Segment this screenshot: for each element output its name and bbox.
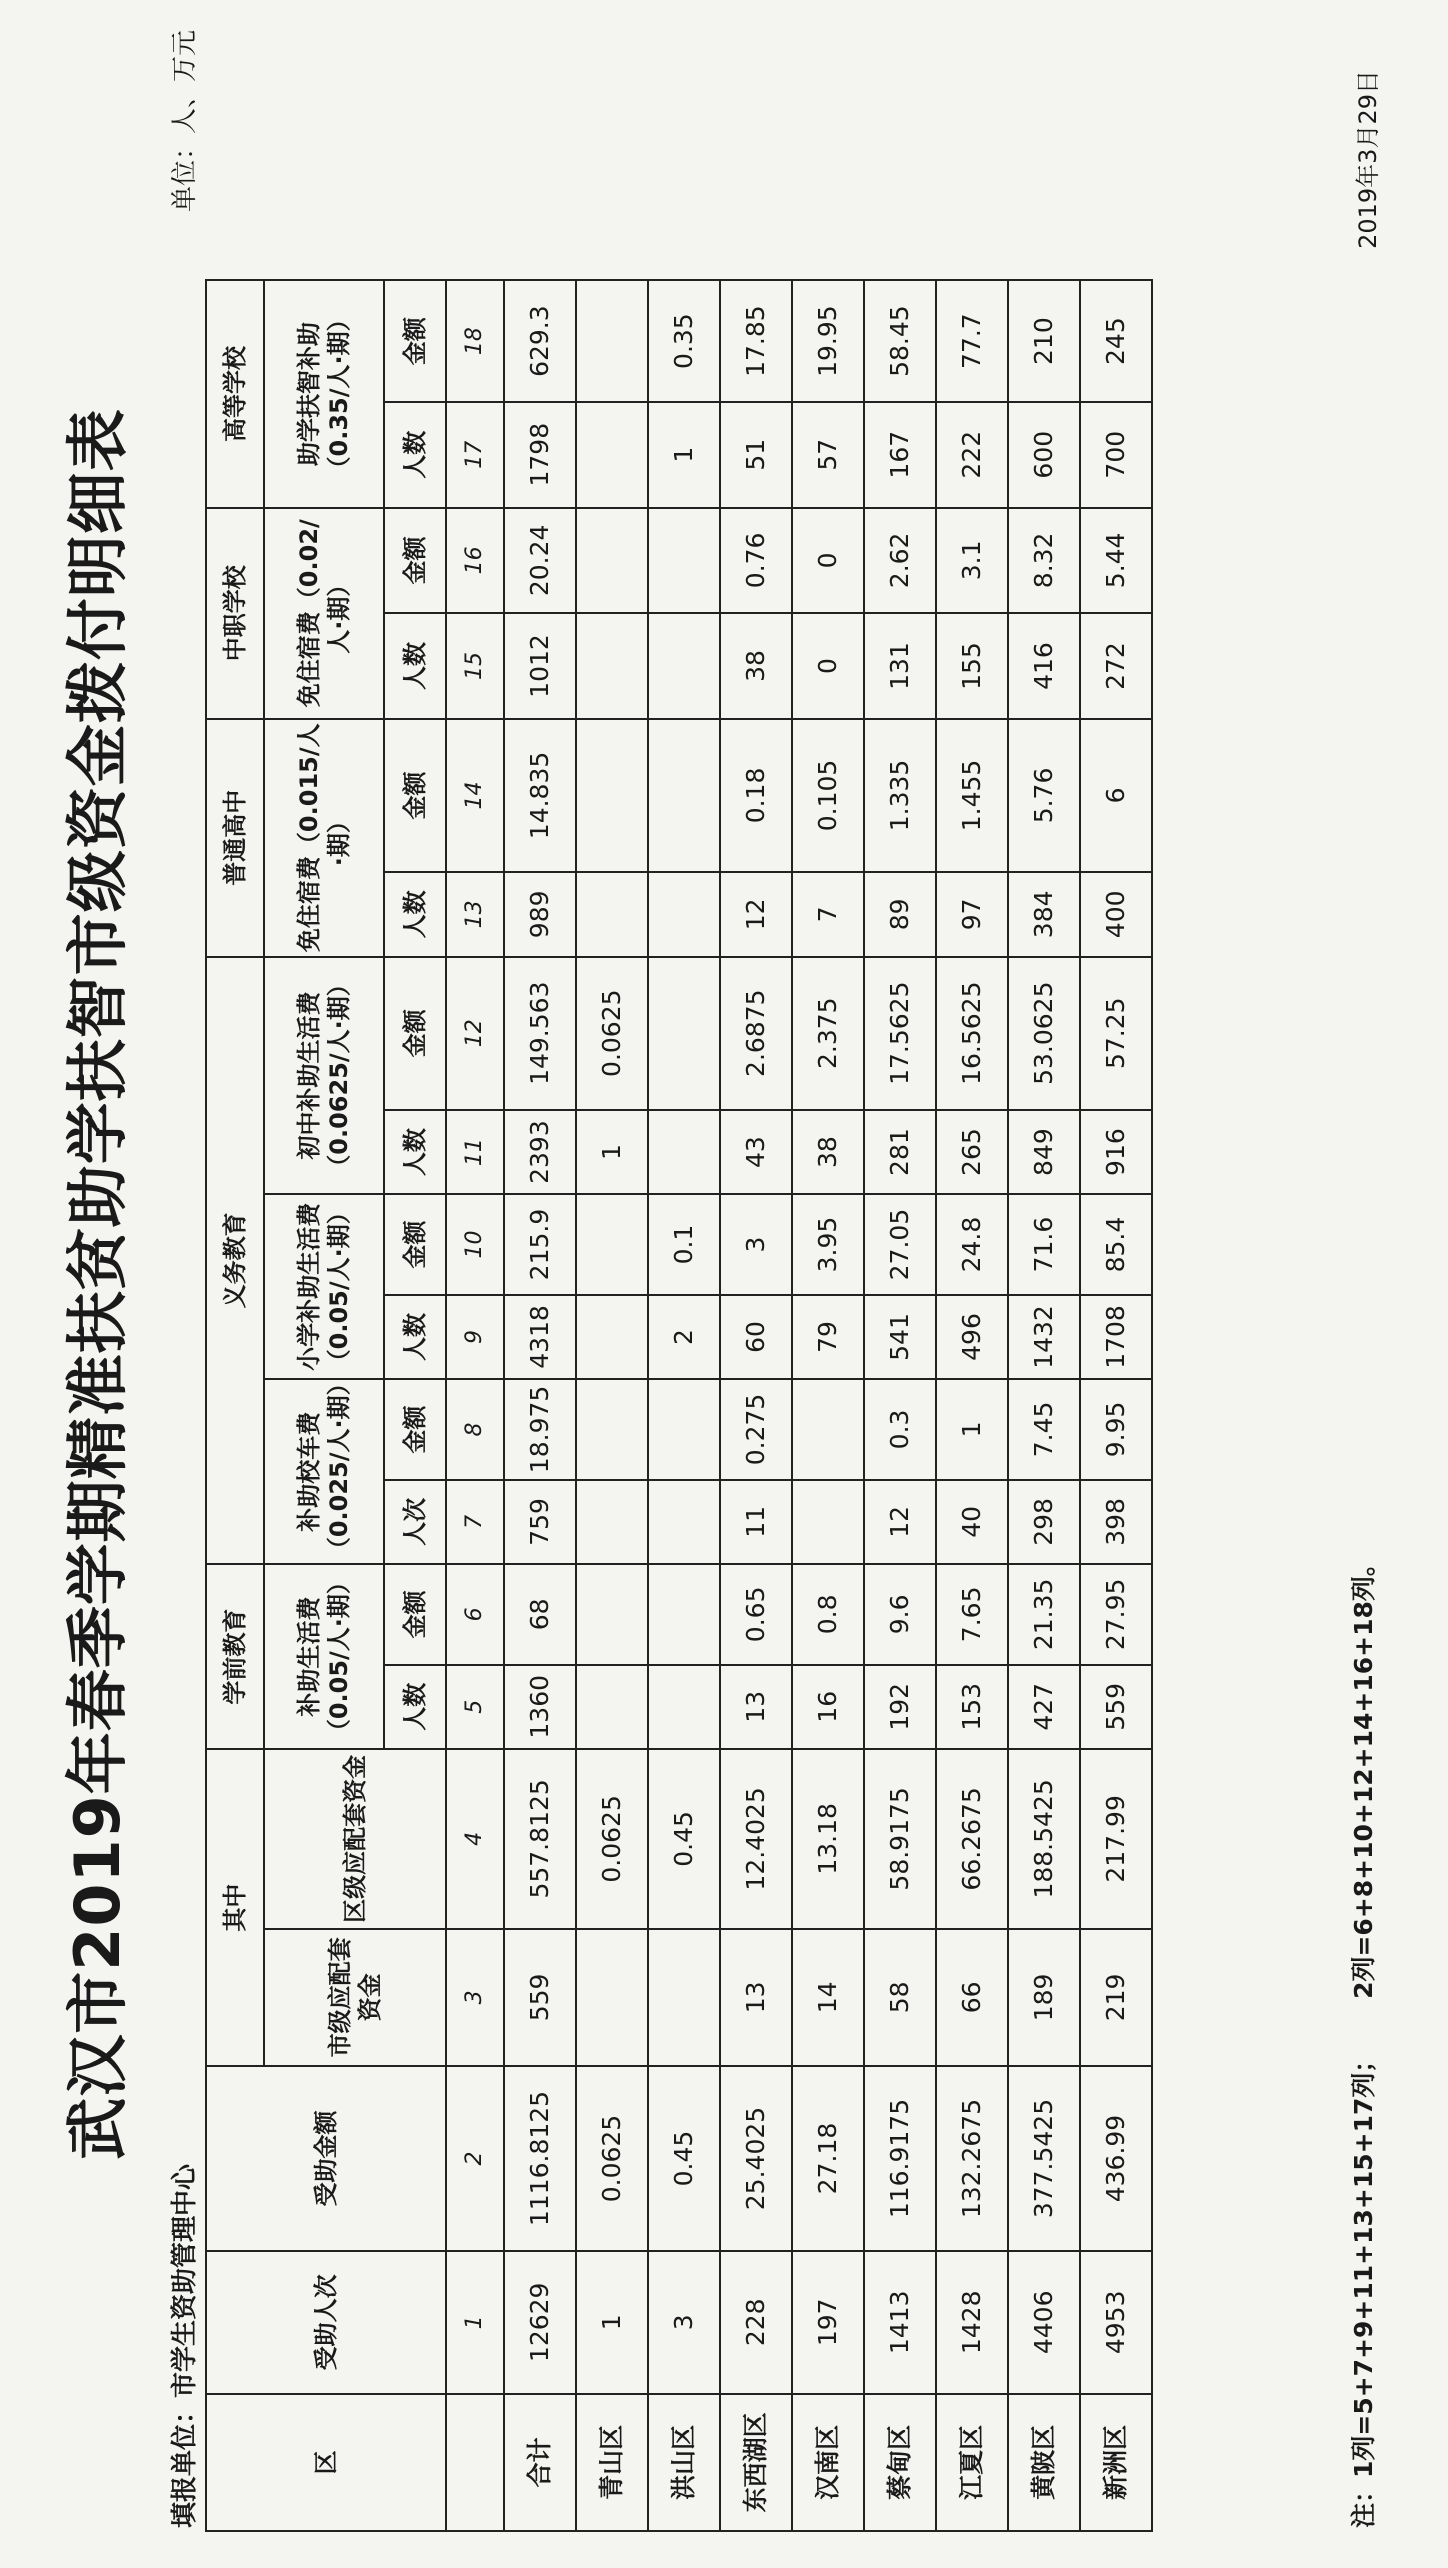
value-cell-c7: 12	[864, 1480, 936, 1565]
value-cell-c17: 167	[864, 402, 936, 508]
value-cell-c14	[576, 719, 648, 872]
value-cell-c10: 3.95	[792, 1194, 864, 1294]
header-money: 金额	[384, 957, 446, 1110]
index-cell	[446, 2394, 504, 2531]
index-cell: 3	[446, 1929, 504, 2066]
index-cell: 8	[446, 1379, 504, 1479]
index-cell: 18	[446, 280, 504, 402]
header-money: 金额	[384, 719, 446, 872]
value-cell-c8: 9.95	[1080, 1379, 1152, 1479]
value-cell-c14: 5.76	[1008, 719, 1080, 872]
index-cell: 5	[446, 1665, 504, 1750]
value-cell-c18: 17.85	[720, 280, 792, 402]
value-cell-c3: 189	[1008, 1929, 1080, 2066]
table-row	[504, 53, 576, 2531]
value-cell-c7	[648, 1480, 720, 1565]
table-row	[864, 53, 936, 2531]
value-cell-c4: 217.99	[1080, 1749, 1152, 1929]
header-voc-dorm: 免住宿费（0.02/人·期）	[264, 508, 384, 719]
value-cell-c17: 1798	[504, 402, 576, 508]
unit-label: 单位：人、万元	[170, 30, 200, 213]
district-cell: 新洲区	[1080, 2394, 1152, 2531]
value-cell-c12: 17.5625	[864, 957, 936, 1110]
value-cell-c1: 3	[648, 2251, 720, 2394]
value-cell-c16: 20.24	[504, 508, 576, 614]
header-people: 人数	[384, 1110, 446, 1195]
header-amount: 受助金额	[206, 2066, 446, 2251]
reporting-unit: 填报单位：市学生资助管理中心	[170, 2163, 200, 2528]
value-cell-c5: 153	[936, 1665, 1008, 1750]
value-cell-c17: 51	[720, 402, 792, 508]
value-cell-c12: 2.6875	[720, 957, 792, 1110]
table-row	[576, 53, 648, 2531]
value-cell-c13: 384	[1008, 872, 1080, 957]
value-cell-c14: 6	[1080, 719, 1152, 872]
header-people: 人数	[384, 1665, 446, 1750]
value-cell-c1: 4406	[1008, 2251, 1080, 2394]
index-cell: 17	[446, 402, 504, 508]
value-cell-c14: 1.455	[936, 719, 1008, 872]
value-cell-c7: 759	[504, 1480, 576, 1565]
value-cell-c2: 132.2675	[936, 2066, 1008, 2251]
value-cell-c2: 436.99	[1080, 2066, 1152, 2251]
value-cell-c9: 79	[792, 1295, 864, 1380]
value-cell-c16: 8.32	[1008, 508, 1080, 614]
header-bus: 补助校车费（0.025/人·期）	[264, 1379, 384, 1564]
header-money: 金额	[384, 1194, 446, 1294]
value-cell-c11: 281	[864, 1110, 936, 1195]
value-cell-c8: 18.975	[504, 1379, 576, 1479]
index-cell: 2	[446, 2066, 504, 2251]
value-cell-c9: 541	[864, 1295, 936, 1380]
footnote-part-2: 2列=6+8+10+12+14+16+18列。	[1349, 1551, 1378, 1999]
value-cell-c16: 5.44	[1080, 508, 1152, 614]
value-cell-c6: 68	[504, 1564, 576, 1664]
value-cell-c9: 60	[720, 1295, 792, 1380]
value-cell-c12: 16.5625	[936, 957, 1008, 1110]
value-cell-c5	[648, 1665, 720, 1750]
value-cell-c9: 1432	[1008, 1295, 1080, 1380]
header-money: 金额	[384, 1564, 446, 1664]
value-cell-c5: 192	[864, 1665, 936, 1750]
value-cell-c6: 0.8	[792, 1564, 864, 1664]
value-cell-c2: 0.0625	[576, 2066, 648, 2251]
value-cell-c17: 222	[936, 402, 1008, 508]
value-cell-c8	[576, 1379, 648, 1479]
header-preschool: 学前教育	[206, 1564, 264, 1749]
value-cell-c16: 0	[792, 508, 864, 614]
value-cell-c18: 245	[1080, 280, 1152, 402]
footnote-part-1: 注：1列=5+7+9+11+13+15+17列；	[1349, 2047, 1378, 2528]
value-cell-c13: 97	[936, 872, 1008, 957]
district-cell: 东西湖区	[720, 2394, 792, 2531]
header-money: 金额	[384, 508, 446, 614]
table-row	[936, 53, 1008, 2531]
value-cell-c4: 188.5425	[1008, 1749, 1080, 1929]
value-cell-c11: 43	[720, 1110, 792, 1195]
footnote	[1344, 1511, 1380, 2528]
value-cell-c3: 13	[720, 1929, 792, 2066]
header-city-fund: 市级应配套资金	[264, 1929, 446, 2066]
value-cell-c1: 228	[720, 2251, 792, 2394]
value-cell-c10: 215.9	[504, 1194, 576, 1294]
value-cell-c15	[648, 613, 720, 719]
value-cell-c1: 4953	[1080, 2251, 1152, 2394]
value-cell-c4: 66.2675	[936, 1749, 1008, 1929]
value-cell-c13: 7	[792, 872, 864, 957]
value-cell-c8	[792, 1379, 864, 1479]
value-cell-c8	[648, 1379, 720, 1479]
value-cell-c18: 58.45	[864, 280, 936, 402]
value-cell-c6: 0.65	[720, 1564, 792, 1664]
header-people: 人数	[384, 613, 446, 719]
index-cell: 12	[446, 957, 504, 1110]
value-cell-c2: 1116.8125	[504, 2066, 576, 2251]
table-row	[1080, 53, 1152, 2531]
value-cell-c5: 13	[720, 1665, 792, 1750]
value-cell-c8: 0.275	[720, 1379, 792, 1479]
district-cell: 洪山区	[648, 2394, 720, 2531]
value-cell-c18: 210	[1008, 280, 1080, 402]
value-cell-c6: 9.6	[864, 1564, 936, 1664]
value-cell-c11: 38	[792, 1110, 864, 1195]
header-district: 区	[206, 2394, 446, 2531]
value-cell-c14: 14.835	[504, 719, 576, 872]
header-college-sub: 助学扶智补助（0.35/人·期）	[264, 280, 384, 507]
value-cell-c4: 557.8125	[504, 1749, 576, 1929]
value-cell-c13: 989	[504, 872, 576, 957]
funding-table	[205, 52, 1153, 2532]
header-people: 人数	[384, 402, 446, 508]
header-of-which: 其中	[206, 1749, 264, 2066]
value-cell-c6	[648, 1564, 720, 1664]
value-cell-c7	[576, 1480, 648, 1565]
value-cell-c13: 400	[1080, 872, 1152, 957]
value-cell-c5	[576, 1665, 648, 1750]
value-cell-c11: 1	[576, 1110, 648, 1195]
value-cell-c14: 0.105	[792, 719, 864, 872]
value-cell-c7: 298	[1008, 1480, 1080, 1565]
header-hs-dorm: 免住宿费（0.015/人·期）	[264, 719, 384, 957]
value-cell-c5: 16	[792, 1665, 864, 1750]
value-cell-c15: 38	[720, 613, 792, 719]
value-cell-c9: 1708	[1080, 1295, 1152, 1380]
index-cell: 6	[446, 1564, 504, 1664]
header-people: 人数	[384, 872, 446, 957]
value-cell-c11: 849	[1008, 1110, 1080, 1195]
value-cell-c11	[648, 1110, 720, 1195]
value-cell-c4: 0.0625	[576, 1749, 648, 1929]
header-district-fund: 区级应配套资金	[264, 1749, 446, 1929]
value-cell-c4: 12.4025	[720, 1749, 792, 1929]
index-cell: 1	[446, 2251, 504, 2394]
header-money: 金额	[384, 280, 446, 402]
value-cell-c8: 7.45	[1008, 1379, 1080, 1479]
index-cell: 9	[446, 1295, 504, 1380]
value-cell-c1: 1	[576, 2251, 648, 2394]
header-count: 受助人次	[206, 2251, 446, 2394]
value-cell-c12: 53.0625	[1008, 957, 1080, 1110]
header-people: 人数	[384, 1295, 446, 1380]
table-row	[1008, 53, 1080, 2531]
value-cell-c15	[576, 613, 648, 719]
value-cell-c9: 496	[936, 1295, 1008, 1380]
value-cell-c13	[648, 872, 720, 957]
value-cell-c15: 416	[1008, 613, 1080, 719]
header-preschool-living: 补助生活费（0.05/人·期）	[264, 1564, 384, 1749]
value-cell-c12: 149.563	[504, 957, 576, 1110]
value-cell-c10: 71.6	[1008, 1194, 1080, 1294]
value-cell-c12	[648, 957, 720, 1110]
value-cell-c18: 629.3	[504, 280, 576, 402]
value-cell-c3	[576, 1929, 648, 2066]
value-cell-c1: 12629	[504, 2251, 576, 2394]
value-cell-c1: 1413	[864, 2251, 936, 2394]
header-compulsory: 义务教育	[206, 957, 264, 1565]
value-cell-c3: 66	[936, 1929, 1008, 2066]
value-cell-c9	[576, 1295, 648, 1380]
value-cell-c15: 155	[936, 613, 1008, 719]
value-cell-c18	[576, 280, 648, 402]
value-cell-c12: 57.25	[1080, 957, 1152, 1110]
table-row	[648, 53, 720, 2531]
value-cell-c15: 131	[864, 613, 936, 719]
column-index-row	[446, 53, 504, 2531]
value-cell-c6: 7.65	[936, 1564, 1008, 1664]
value-cell-c17	[576, 402, 648, 508]
district-cell: 蔡甸区	[864, 2394, 936, 2531]
index-cell: 10	[446, 1194, 504, 1294]
index-cell: 14	[446, 719, 504, 872]
value-cell-c9: 4318	[504, 1295, 576, 1380]
value-cell-c6: 21.35	[1008, 1564, 1080, 1664]
value-cell-c11: 916	[1080, 1110, 1152, 1195]
value-cell-c14: 1.335	[864, 719, 936, 872]
header-money: 金额	[384, 1379, 446, 1479]
value-cell-c7: 11	[720, 1480, 792, 1565]
value-cell-c7	[792, 1480, 864, 1565]
value-cell-c16: 3.1	[936, 508, 1008, 614]
value-cell-c17: 700	[1080, 402, 1152, 508]
value-cell-c6: 27.95	[1080, 1564, 1152, 1664]
header-junior-living: 初中补助生活费（0.0625/人·期）	[264, 957, 384, 1195]
district-cell: 汉南区	[792, 2394, 864, 2531]
value-cell-c11: 265	[936, 1110, 1008, 1195]
value-cell-c16	[648, 508, 720, 614]
value-cell-c16: 2.62	[864, 508, 936, 614]
value-cell-c17: 600	[1008, 402, 1080, 508]
value-cell-c3	[648, 1929, 720, 2066]
value-cell-c3: 14	[792, 1929, 864, 2066]
value-cell-c6	[576, 1564, 648, 1664]
value-cell-c18: 77.7	[936, 280, 1008, 402]
header-primary-living: 小学补助生活费（0.05/人·期）	[264, 1194, 384, 1379]
value-cell-c14: 0.18	[720, 719, 792, 872]
index-cell: 16	[446, 508, 504, 614]
value-cell-c17: 1	[648, 402, 720, 508]
value-cell-c10: 24.8	[936, 1194, 1008, 1294]
district-cell: 青山区	[576, 2394, 648, 2531]
value-cell-c4: 0.45	[648, 1749, 720, 1929]
index-cell: 11	[446, 1110, 504, 1195]
value-cell-c2: 25.4025	[720, 2066, 792, 2251]
value-cell-c4: 58.9175	[864, 1749, 936, 1929]
value-cell-c17: 57	[792, 402, 864, 508]
value-cell-c8: 1	[936, 1379, 1008, 1479]
value-cell-c10: 27.05	[864, 1194, 936, 1294]
district-cell: 黄陂区	[1008, 2394, 1080, 2531]
header-vocational: 中职学校	[206, 508, 264, 719]
page-title: 武汉市2019年春季学期精准扶贫助学扶智市级资金拨付明细表	[61, 408, 134, 2160]
value-cell-c1: 1428	[936, 2251, 1008, 2394]
value-cell-c3: 58	[864, 1929, 936, 2066]
value-cell-c15: 272	[1080, 613, 1152, 719]
value-cell-c5: 1360	[504, 1665, 576, 1750]
index-cell: 15	[446, 613, 504, 719]
value-cell-c1: 197	[792, 2251, 864, 2394]
report-date: 2019年3月29日	[1354, 70, 1382, 249]
value-cell-c12: 0.0625	[576, 957, 648, 1110]
value-cell-c16: 0.76	[720, 508, 792, 614]
value-cell-c15: 0	[792, 613, 864, 719]
value-cell-c2: 27.18	[792, 2066, 864, 2251]
value-cell-c12: 2.375	[792, 957, 864, 1110]
value-cell-c3: 559	[504, 1929, 576, 2066]
table-row	[792, 53, 864, 2531]
value-cell-c7: 40	[936, 1480, 1008, 1565]
value-cell-c2: 0.45	[648, 2066, 720, 2251]
index-cell: 4	[446, 1749, 504, 1929]
value-cell-c10	[576, 1194, 648, 1294]
value-cell-c4: 13.18	[792, 1749, 864, 1929]
value-cell-c8: 0.3	[864, 1379, 936, 1479]
district-cell: 合计	[504, 2394, 576, 2531]
table-row	[720, 53, 792, 2531]
value-cell-c5: 559	[1080, 1665, 1152, 1750]
value-cell-c18: 0.35	[648, 280, 720, 402]
district-cell: 江夏区	[936, 2394, 1008, 2531]
value-cell-c2: 377.5425	[1008, 2066, 1080, 2251]
header-college: 高等学校	[206, 280, 264, 507]
value-cell-c3: 219	[1080, 1929, 1152, 2066]
value-cell-c18: 19.95	[792, 280, 864, 402]
value-cell-c13: 89	[864, 872, 936, 957]
value-cell-c11: 2393	[504, 1110, 576, 1195]
value-cell-c16	[576, 508, 648, 614]
value-cell-c2: 116.9175	[864, 2066, 936, 2251]
value-cell-c10: 85.4	[1080, 1194, 1152, 1294]
value-cell-c13: 12	[720, 872, 792, 957]
value-cell-c10: 0.1	[648, 1194, 720, 1294]
value-cell-c7: 398	[1080, 1480, 1152, 1565]
value-cell-c5: 427	[1008, 1665, 1080, 1750]
header-times: 人次	[384, 1480, 446, 1565]
index-cell: 7	[446, 1480, 504, 1565]
header-high-school: 普通高中	[206, 719, 264, 957]
value-cell-c14	[648, 719, 720, 872]
value-cell-c9: 2	[648, 1295, 720, 1380]
index-cell: 13	[446, 872, 504, 957]
value-cell-c13	[576, 872, 648, 957]
value-cell-c15: 1012	[504, 613, 576, 719]
value-cell-c10: 3	[720, 1194, 792, 1294]
